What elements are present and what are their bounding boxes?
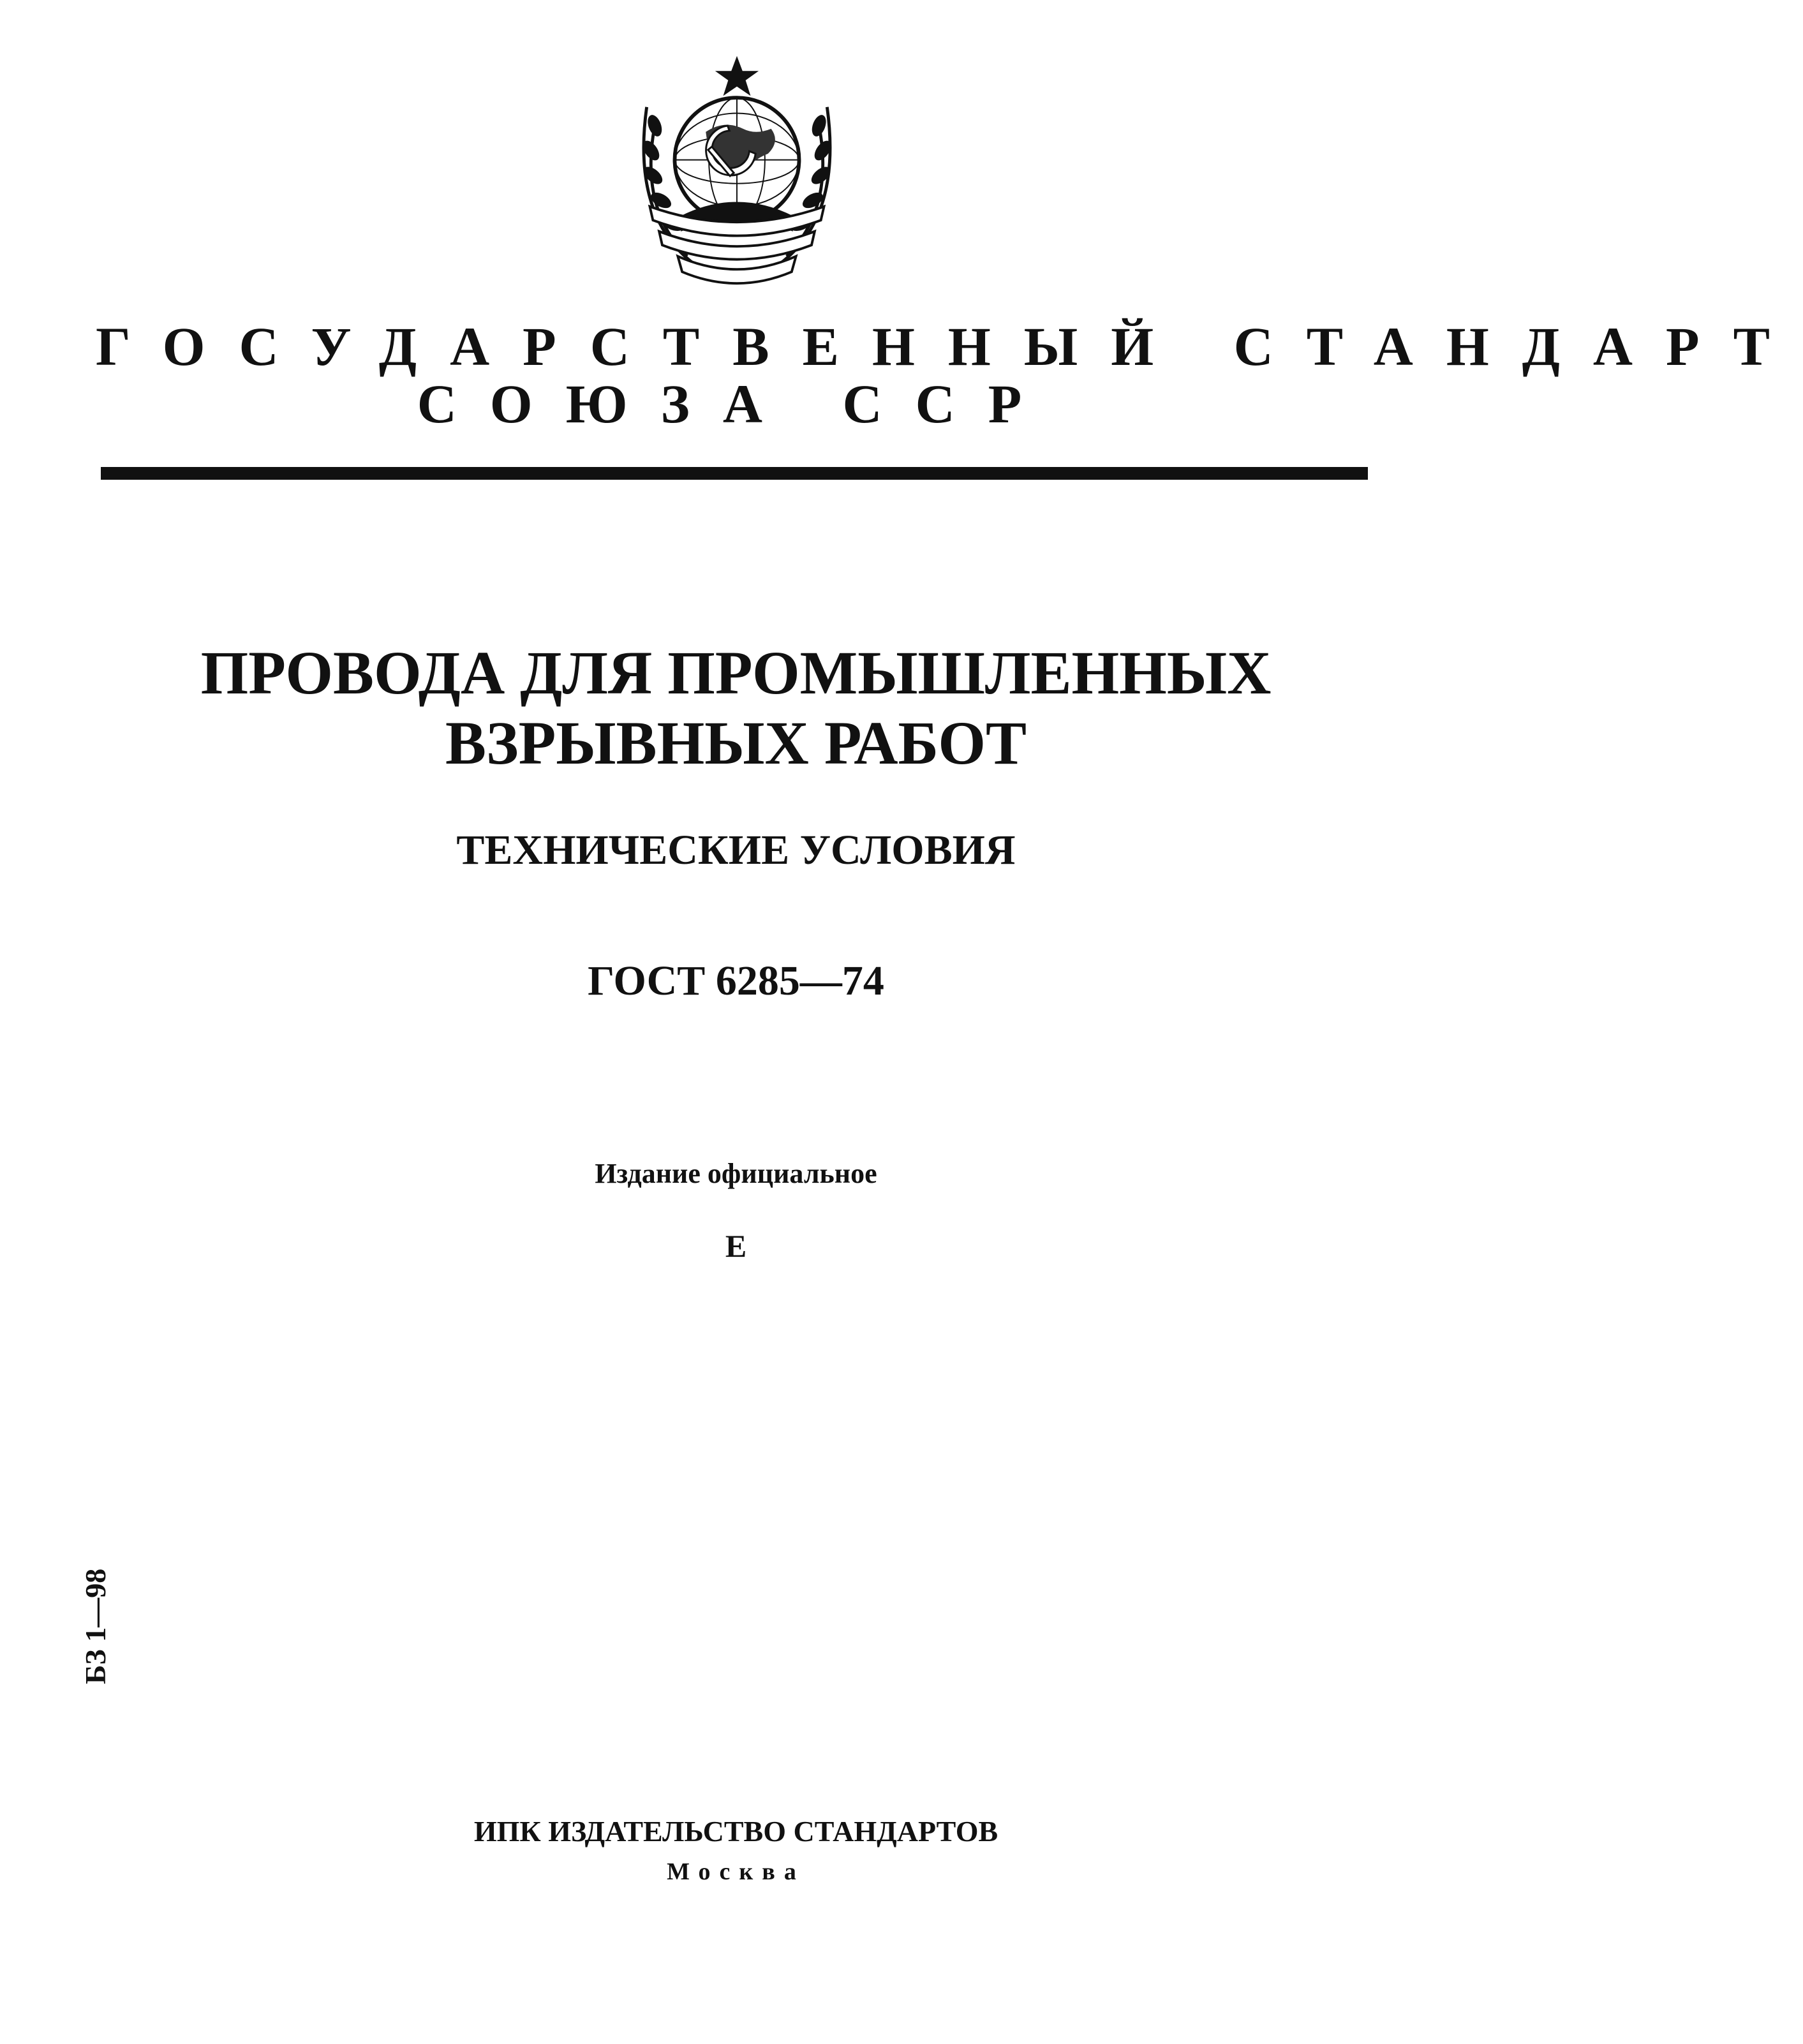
edition-mark: Е [725,1228,747,1264]
state-emblem-icon [612,51,861,300]
header-line-1: ГОСУДАРСТВЕННЫЙ СТАНДАРТ [96,316,1803,377]
standard-number: ГОСТ 6285—74 [588,958,884,1004]
document-title [0,638,1472,778]
edition-label: Издание официальное [595,1158,877,1189]
header-line-2: СОЮЗА ССР [417,373,1055,434]
publisher-name: ИПК ИЗДАТЕЛЬСТВО СТАНДАРТОВ [473,1815,998,1848]
header-rule [101,467,1368,480]
document-title-line-2: ВЗРЫВНЫХ РАБОТ [445,709,1027,777]
document-subtitle: ТЕХНИЧЕСКИЕ УСЛОВИЯ [456,827,1016,873]
publisher-city: Москва [667,1858,805,1885]
document-title-line-1: ПРОВОДА ДЛЯ ПРОМЫШЛЕННЫХ [200,639,1272,707]
side-code: БЗ 1—98 [79,1568,112,1684]
